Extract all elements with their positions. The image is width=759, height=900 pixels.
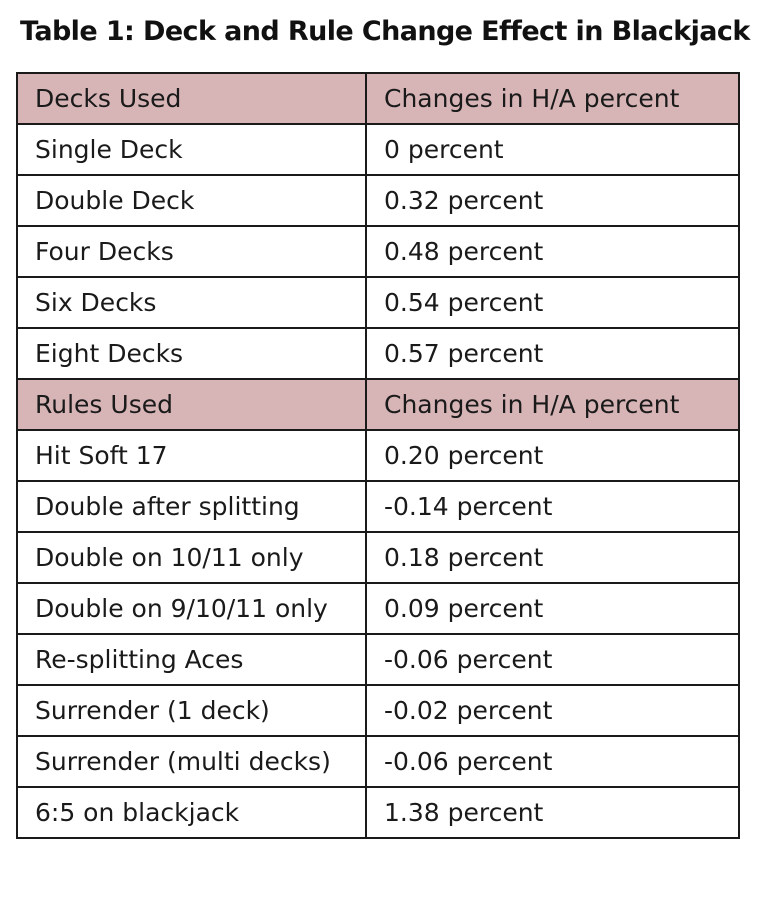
table-row [17, 175, 739, 226]
section-header-value-label: Changes in H/A percent [366, 379, 739, 430]
table-title: Table 1: Deck and Rule Change Effect in Blackjack [20, 16, 750, 47]
row-label-cell: Double Deck [17, 175, 366, 226]
row-value-cell: -0.06 percent [366, 736, 739, 787]
table-row [17, 685, 739, 736]
row-value-cell: 0.20 percent [366, 430, 739, 481]
row-value-cell: 0.54 percent [366, 277, 739, 328]
table-body [17, 73, 739, 838]
row-label-cell: Double on 10/11 only [17, 532, 366, 583]
table-row [17, 124, 739, 175]
table-row [17, 277, 739, 328]
row-label-cell: Double after splitting [17, 481, 366, 532]
row-value-cell: 0.32 percent [366, 175, 739, 226]
table-row [17, 430, 739, 481]
table-row [17, 226, 739, 277]
section-header-row [17, 379, 739, 430]
row-value-cell: 0.18 percent [366, 532, 739, 583]
table-row [17, 736, 739, 787]
row-label-cell: Double on 9/10/11 only [17, 583, 366, 634]
row-label-cell: Eight Decks [17, 328, 366, 379]
row-label-cell: Hit Soft 17 [17, 430, 366, 481]
row-value-cell: 0 percent [366, 124, 739, 175]
row-label-cell: 6:5 on blackjack [17, 787, 366, 838]
table-row [17, 532, 739, 583]
section-header-value-label: Changes in H/A percent [366, 73, 739, 124]
row-label-cell: Single Deck [17, 124, 366, 175]
row-value-cell: 0.57 percent [366, 328, 739, 379]
table-row [17, 583, 739, 634]
table-row [17, 787, 739, 838]
row-label-cell: Surrender (1 deck) [17, 685, 366, 736]
row-label-cell: Four Decks [17, 226, 366, 277]
row-label-cell: Re-splitting Aces [17, 634, 366, 685]
table-row [17, 481, 739, 532]
section-header-label: Rules Used [17, 379, 366, 430]
row-label-cell: Six Decks [17, 277, 366, 328]
section-header-label: Decks Used [17, 73, 366, 124]
row-value-cell: 1.38 percent [366, 787, 739, 838]
row-value-cell: -0.02 percent [366, 685, 739, 736]
row-value-cell: -0.14 percent [366, 481, 739, 532]
row-label-cell: Surrender (multi decks) [17, 736, 366, 787]
row-value-cell: 0.48 percent [366, 226, 739, 277]
table-row [17, 634, 739, 685]
table-row [17, 328, 739, 379]
section-header-row [17, 73, 739, 124]
blackjack-effect-table [16, 72, 740, 839]
row-value-cell: 0.09 percent [366, 583, 739, 634]
row-value-cell: -0.06 percent [366, 634, 739, 685]
